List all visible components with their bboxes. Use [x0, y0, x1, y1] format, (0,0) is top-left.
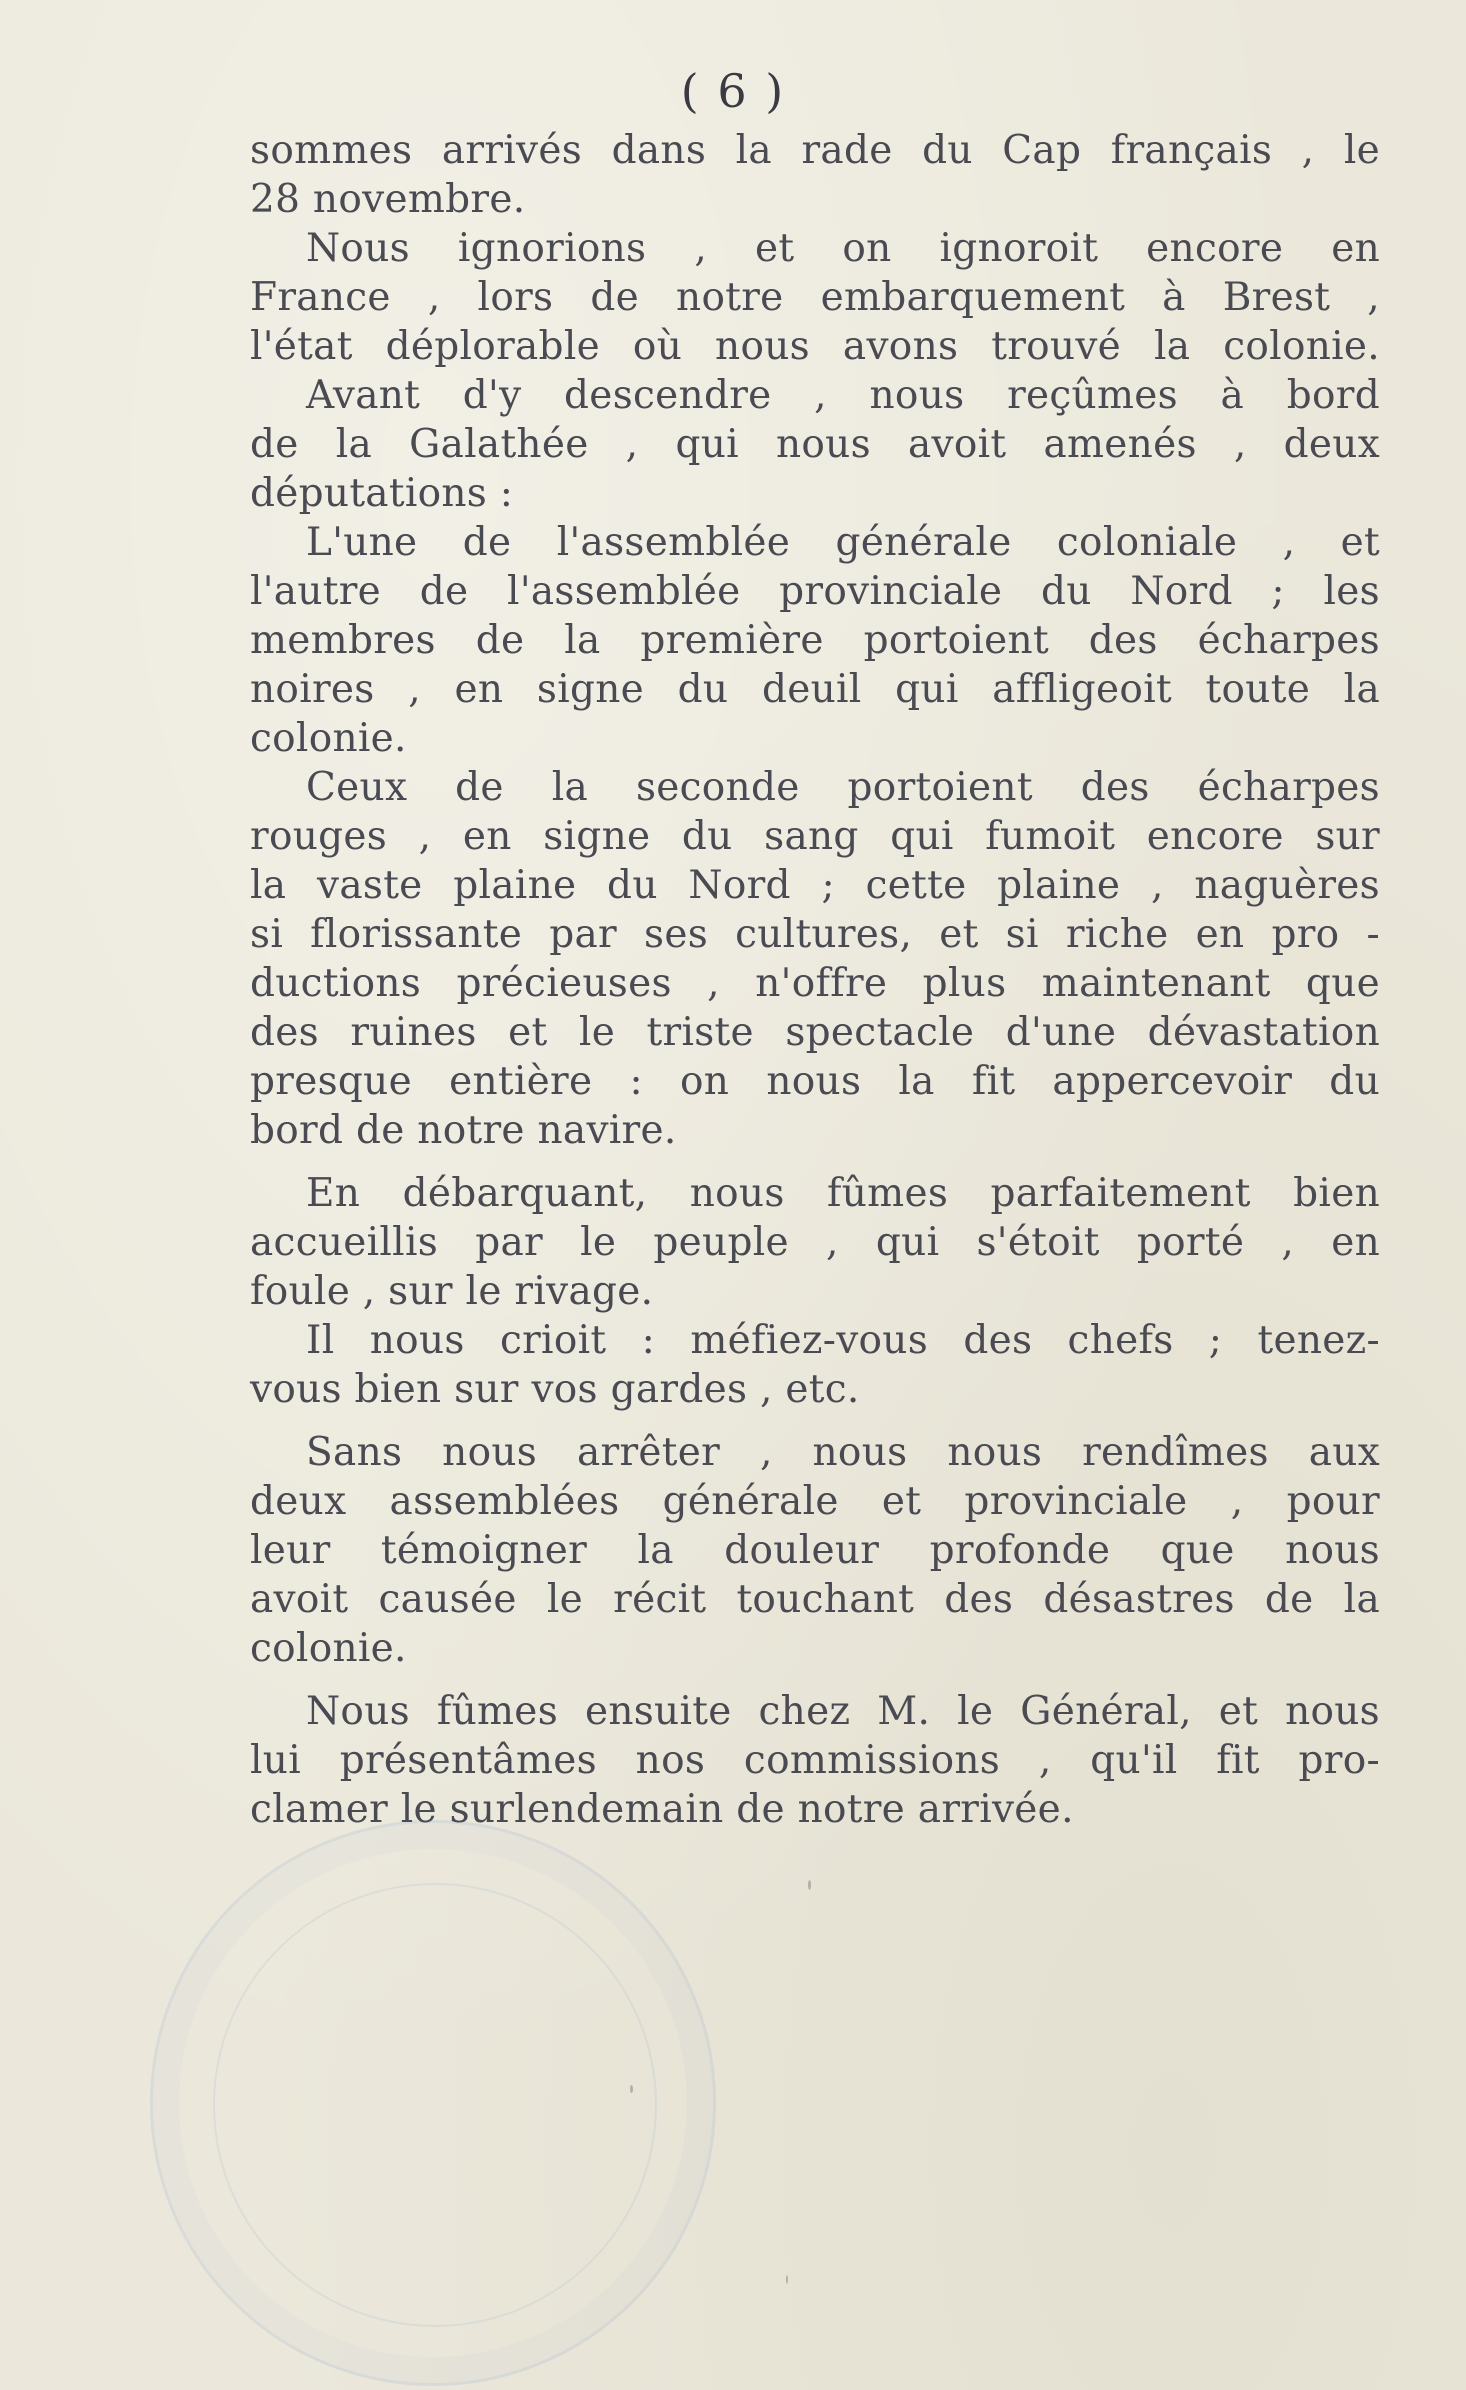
text-line: accueillis par le peuple , qui s'étoit porté , en — [250, 1220, 1380, 1265]
text-line: En débarquant, nous fûmes parfaitement bien — [306, 1171, 1380, 1216]
text-line: la vaste plaine du Nord ; cette plaine , naguères — [250, 863, 1380, 908]
paragraph-spacer — [250, 1414, 1380, 1428]
paragraph — [250, 371, 1380, 518]
text-line: l'autre de l'assemblée provinciale du Nord ; les — [250, 569, 1380, 614]
text-line: si florissante par ses cultures, et si riche en pro - — [250, 912, 1380, 957]
text-line: Ceux de la seconde portoient des écharpes — [306, 765, 1380, 810]
paragraph — [250, 1687, 1380, 1834]
paragraph-spacer — [250, 1673, 1380, 1687]
text-line: bord de notre navire. — [250, 1108, 677, 1153]
paragraph — [250, 763, 1380, 1155]
text-line: noires , en signe du deuil qui affligeoit toute la — [250, 667, 1380, 712]
text-line: deux assemblées générale et provinciale , pour — [250, 1479, 1380, 1524]
page-number: ( 6 ) — [680, 64, 786, 118]
text-line: France , lors de notre embarquement à Brest , — [250, 275, 1380, 320]
text-line: lui présentâmes nos commissions , qu'il fit pro- — [250, 1738, 1380, 1783]
body-text — [250, 126, 1380, 1834]
paragraph — [250, 224, 1380, 371]
text-line: colonie. — [250, 1626, 407, 1671]
paragraph-spacer — [250, 1155, 1380, 1169]
text-line: Sans nous arrêter , nous nous rendîmes aux — [306, 1430, 1380, 1475]
paper-speck — [630, 2085, 633, 2093]
text-line: Nous ignorions , et on ignoroit encore en — [306, 226, 1380, 271]
text-line: avoit causée le récit touchant des désastres de la — [250, 1577, 1380, 1622]
text-line: Nous fûmes ensuite chez M. le Général, et nous — [306, 1689, 1380, 1734]
paragraph — [250, 1316, 1380, 1414]
paragraph — [250, 1169, 1380, 1316]
text-line: clamer le surlendemain de notre arrivée. — [250, 1787, 1074, 1832]
text-line: presque entière : on nous la fit appercevoir du — [250, 1059, 1380, 1104]
text-line: députations : — [250, 471, 514, 516]
paragraph — [250, 1428, 1380, 1673]
paper-speck — [786, 2275, 788, 2284]
text-line: sommes arrivés dans la rade du Cap français , le — [250, 128, 1380, 173]
text-line: Avant d'y descendre , nous reçûmes à bord — [306, 373, 1380, 418]
paragraph — [250, 126, 1380, 224]
text-line: rouges , en signe du sang qui fumoit encore sur — [250, 814, 1380, 859]
text-line: ductions précieuses , n'offre plus maintenant que — [250, 961, 1380, 1006]
text-line: de la Galathée , qui nous avoit amenés , deux — [250, 422, 1380, 467]
text-line: 28 novembre. — [250, 177, 526, 222]
library-stamp-faded — [150, 1820, 716, 2386]
text-line: vous bien sur vos gardes , etc. — [250, 1367, 860, 1412]
text-line: foule , sur le rivage. — [250, 1269, 654, 1314]
paragraph — [250, 518, 1380, 763]
text-line: des ruines et le triste spectacle d'une dévastation — [250, 1010, 1380, 1055]
text-line: colonie. — [250, 716, 407, 761]
text-line: l'état déplorable où nous avons trouvé la colonie. — [250, 324, 1380, 369]
text-line: membres de la première portoient des écharpes — [250, 618, 1380, 663]
text-line: leur témoigner la douleur profonde que nous — [250, 1528, 1380, 1573]
paper-speck — [808, 1880, 811, 1890]
library-stamp-inner-ring — [213, 1883, 657, 2327]
text-line: L'une de l'assemblée générale coloniale , et — [306, 520, 1380, 565]
text-line: Il nous crioit : méfiez-vous des chefs ; tenez- — [306, 1318, 1380, 1363]
